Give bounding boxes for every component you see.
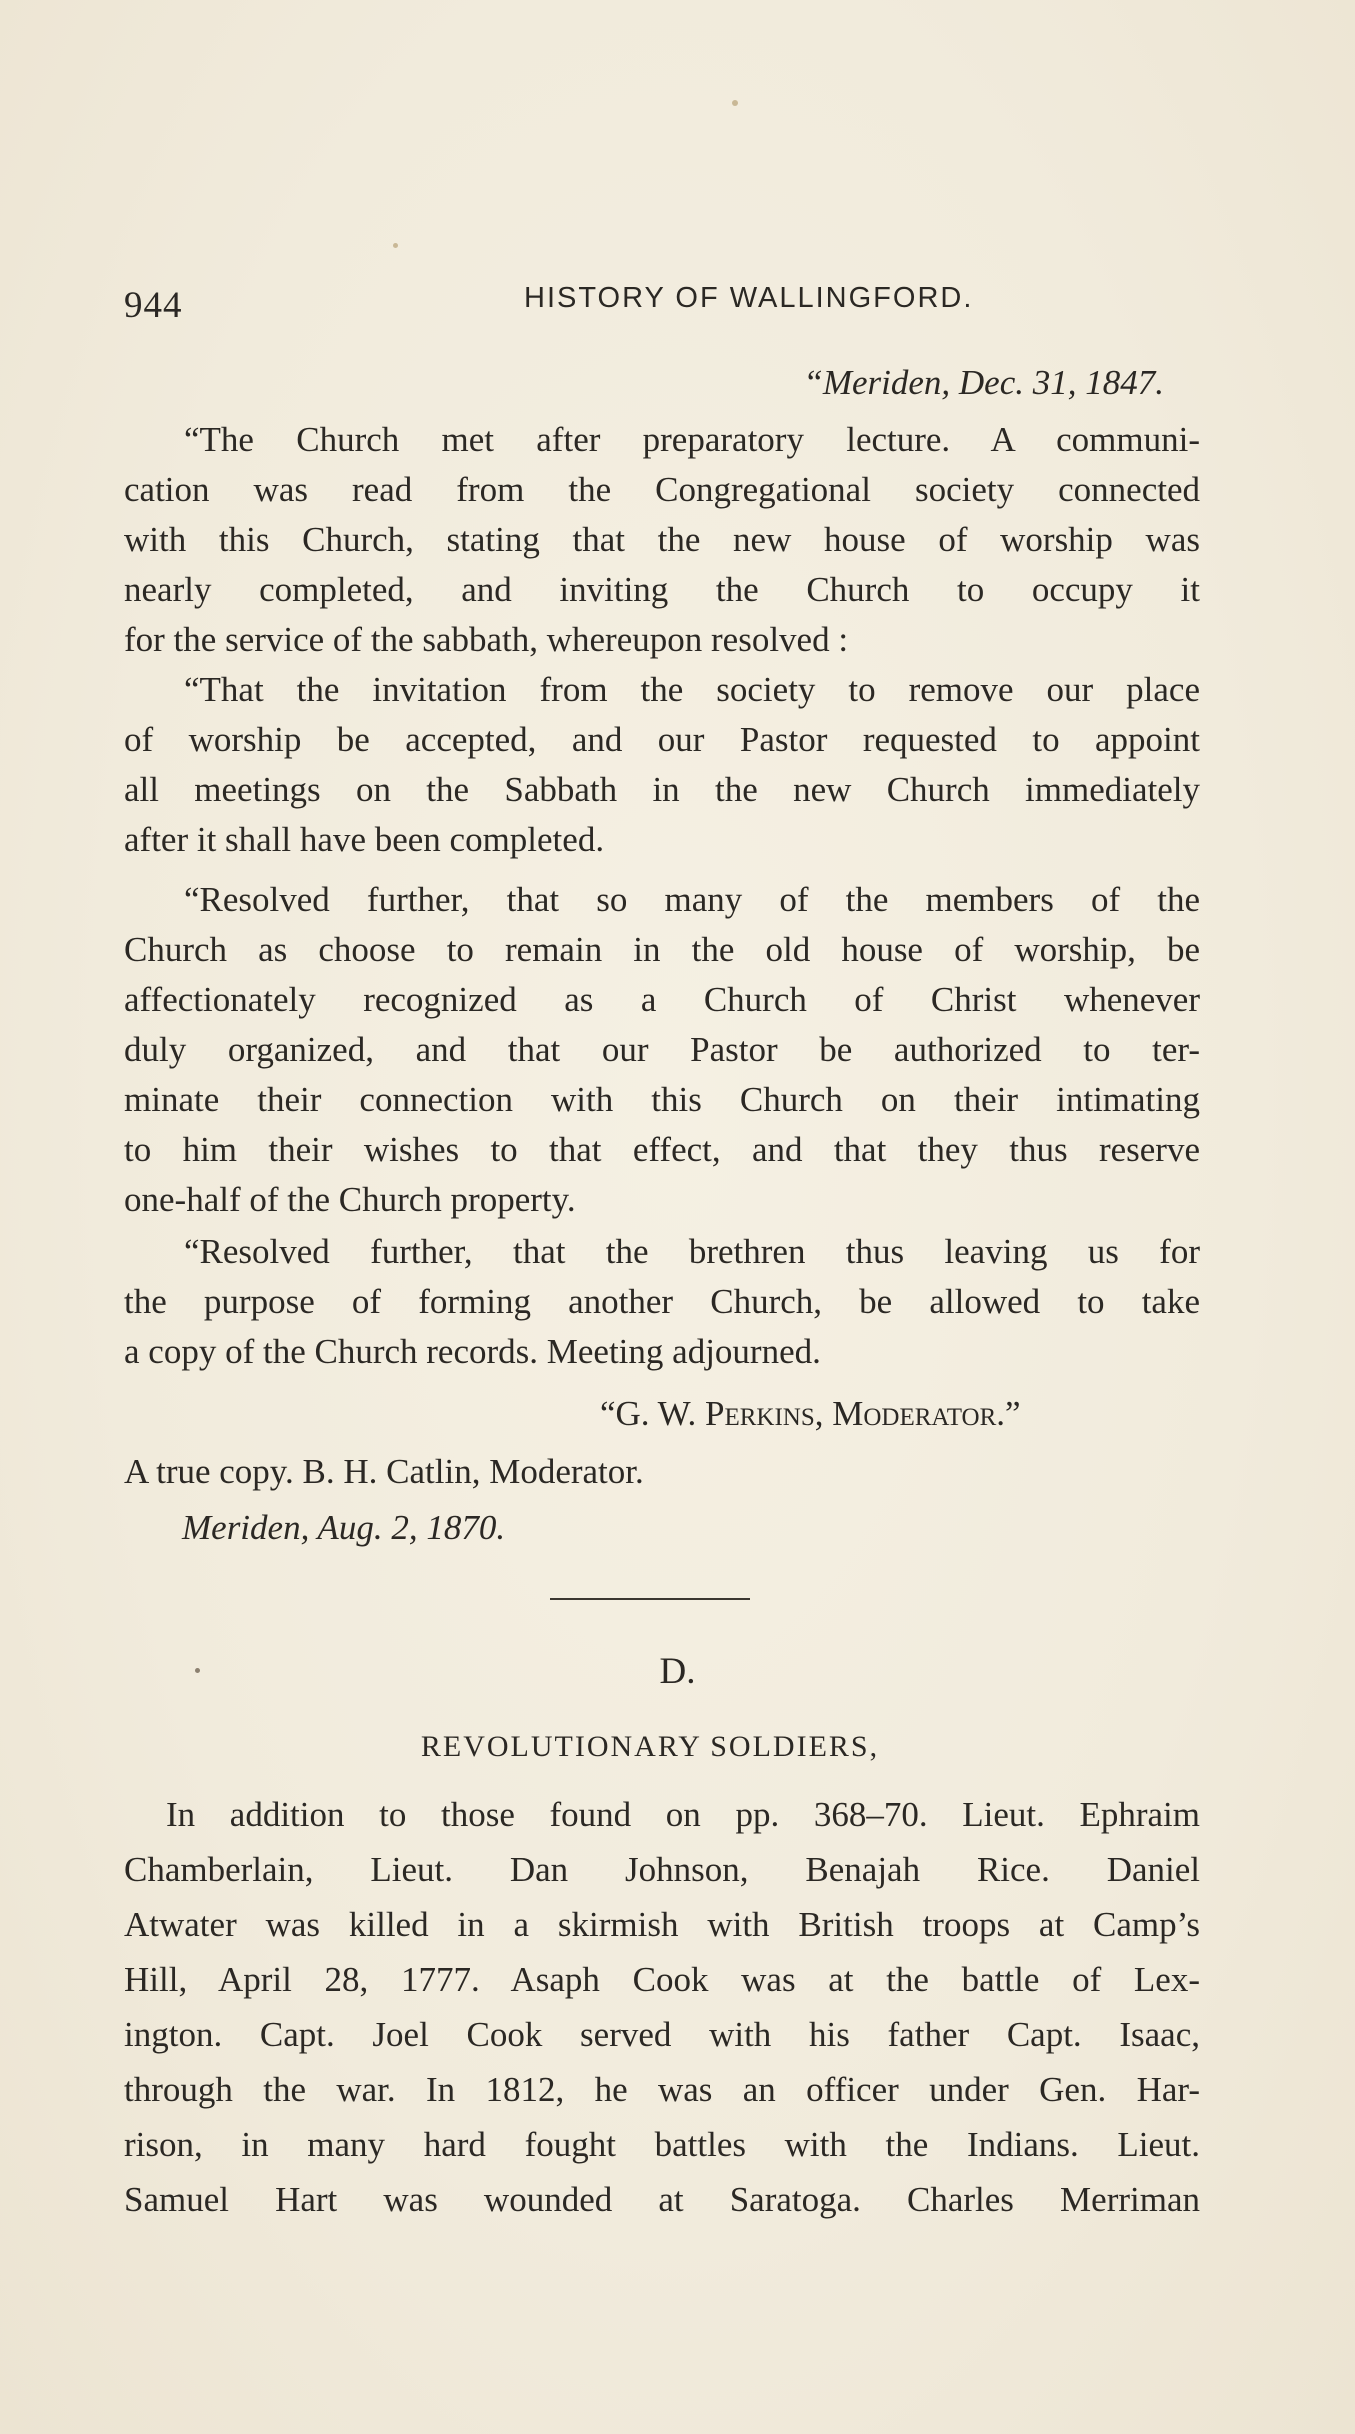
letter-line: “Resolved further, that so many of the members of the (184, 880, 1200, 919)
letter-line: “That the invitation from the society to remove our place (184, 670, 1200, 709)
running-head: HISTORY OF WALLINGFORD. (524, 282, 974, 314)
section-line: through the war. In 1812, he was an officer under Gen. Har- (124, 2070, 1200, 2109)
letter-line: with this Church, stating that the new house of worship was (124, 520, 1200, 559)
page-header (124, 278, 1184, 328)
section-letter: D. (659, 1651, 696, 1692)
letter-line: after it shall have been completed. (124, 820, 605, 859)
attestation-dateline: Meriden, Aug. 2, 1870. (182, 1508, 506, 1547)
letter-line: duly organized, and that our Pastor be authorized to ter- (124, 1030, 1200, 1069)
letter-line: Church as choose to remain in the old house of worship, be (124, 930, 1200, 969)
letter-line: cation was read from the Congregational society connected (124, 470, 1200, 509)
letter-line: one-half of the Church property. (124, 1180, 576, 1219)
letter-line: nearly completed, and inviting the Church to occupy it (124, 570, 1200, 609)
section-line: ington. Capt. Joel Cook served with his father Capt. Isaac, (124, 2015, 1200, 2054)
letter-line: to him their wishes to that effect, and that they thus reserve (124, 1130, 1200, 1169)
letter-line: minate their connection with this Church on their intimating (124, 1080, 1200, 1119)
section-line: Atwater was killed in a skirmish with British troops at Camp’s (124, 1905, 1200, 1944)
letter-line: for the service of the sabbath, whereupon resolved : (124, 620, 849, 659)
letter-line: “The Church met after preparatory lecture. A communi- (184, 420, 1200, 459)
letter-line: of worship be accepted, and our Pastor requested to appoint (124, 720, 1200, 759)
section-line: In addition to those found on pp. 368–70. Lieut. Ephraim (166, 1795, 1200, 1834)
section-line: Chamberlain, Lieut. Dan Johnson, Benajah Rice. Daniel (124, 1850, 1200, 1889)
section-line: Samuel Hart was wounded at Saratoga. Charles Merriman (124, 2180, 1200, 2219)
letter-attestation: A true copy. B. H. Catlin, Moderator. (124, 1452, 644, 1491)
letter-line: all meetings on the Sabbath in the new Church immediately (124, 770, 1200, 809)
letter-line: affectionately recognized as a Church of Christ whenever (124, 980, 1200, 1019)
letter-dateline: “Meriden, Dec. 31, 1847. (803, 363, 1164, 402)
letter-line: the purpose of forming another Church, be allowed to take (124, 1282, 1200, 1321)
letter-signature: “G. W. Perkins, Moderator.” (600, 1394, 1021, 1433)
paper-speck (393, 243, 398, 248)
paper-speck (732, 100, 738, 106)
section-line: Hill, April 28, 1777. Asaph Cook was at the battle of Lex- (124, 1960, 1200, 1999)
section-line: rison, in many hard fought battles with the Indians. Lieut. (124, 2125, 1200, 2164)
section-divider (550, 1598, 750, 1600)
section-title: REVOLUTIONARY SOLDIERS, (420, 1730, 880, 1763)
letter-line: a copy of the Church records. Meeting adjourned. (124, 1332, 821, 1371)
page-number: 944 (124, 285, 183, 326)
letter-line: “Resolved further, that the brethren thus leaving us for (184, 1232, 1200, 1271)
